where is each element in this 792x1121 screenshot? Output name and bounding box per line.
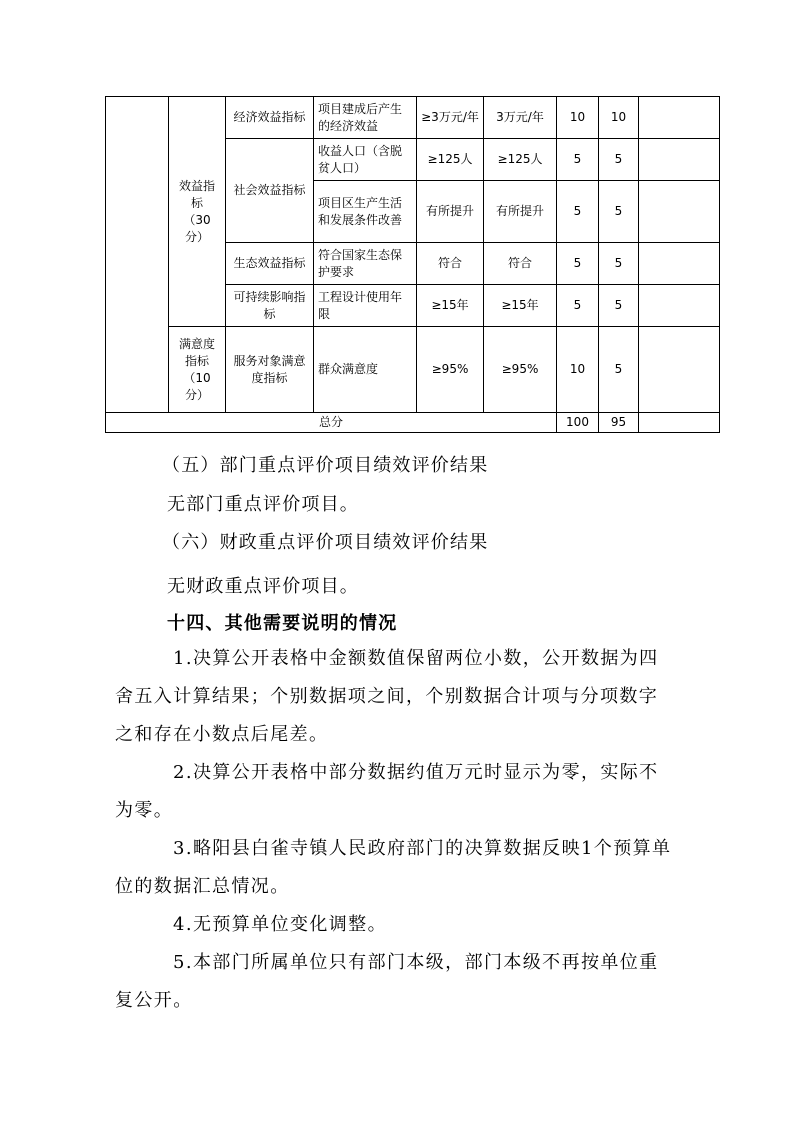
performance-indicator-table <box>105 96 720 433</box>
note-paragraph: 1.决算公开表格中金额数值保留两位小数，公开数据为四舍五入计算结果；个别数据项之间，个别数据合计项与分项数字之和存在小数点后尾差。 <box>115 648 659 745</box>
actual-cell: 符合 <box>484 243 557 285</box>
group-label-line: （30 <box>183 212 211 227</box>
note-cell <box>639 243 720 285</box>
section-5-title: （五）部门重点评价项目绩效评价结果 <box>162 455 489 476</box>
sub-indicator-cell: 经济效益指标 <box>226 97 314 139</box>
group-label-line: 指标 <box>184 353 209 368</box>
indicator-cell: 项目区生产生活和发展条件改善 <box>314 181 417 243</box>
weight-cell: 10 <box>557 327 599 413</box>
weight-cell: 5 <box>557 285 599 327</box>
group-label-line: 分） <box>184 229 209 244</box>
group-label-cell <box>169 327 226 413</box>
group-label-cell <box>169 97 226 327</box>
section-6-body: 无财政重点评价项目。 <box>167 576 359 597</box>
group-label-line: 分） <box>184 387 209 402</box>
target-cell: ≥15年 <box>417 285 484 327</box>
note-cell <box>639 97 720 139</box>
section-6-title: （六）财政重点评价项目绩效评价结果 <box>162 532 489 553</box>
blank-category-cell <box>106 97 169 413</box>
weight-cell: 10 <box>557 97 599 139</box>
note-cell <box>639 181 720 243</box>
score-cell: 5 <box>599 327 639 413</box>
actual-cell: ≥125人 <box>484 139 557 181</box>
sub-indicator-cell: 社会效益指标 <box>226 139 314 243</box>
total-note-cell <box>639 413 720 433</box>
indicator-cell: 群众满意度 <box>314 327 417 413</box>
indicator-cell: 收益人口（含脱贫人口） <box>314 139 417 181</box>
target-cell: 符合 <box>417 243 484 285</box>
sub-indicator-cell: 生态效益指标 <box>226 243 314 285</box>
weight-cell: 5 <box>557 181 599 243</box>
total-score: 95 <box>599 413 639 433</box>
target-cell: ≥125人 <box>417 139 484 181</box>
note-paragraph: 5.本部门所属单位只有部门本级，部门本级不再按单位重复公开。 <box>115 952 659 1011</box>
target-cell: ≥95% <box>417 327 484 413</box>
total-weight: 100 <box>557 413 599 433</box>
score-cell: 5 <box>599 243 639 285</box>
weight-cell: 5 <box>557 243 599 285</box>
indicator-cell: 项目建成后产生的经济效益 <box>314 97 417 139</box>
note-paragraph: 2.决算公开表格中部分数据约值万元时显示为零，实际不为零。 <box>115 762 659 821</box>
group-label-line: （10 <box>183 370 211 385</box>
section-14-title: 十四、其他需要说明的情况 <box>167 613 398 634</box>
score-cell: 5 <box>599 181 639 243</box>
table-row <box>106 97 720 139</box>
sub-indicator-cell: 可持续影响指标 <box>226 285 314 327</box>
score-cell: 10 <box>599 97 639 139</box>
section-5-body: 无部门重点评价项目。 <box>167 494 359 515</box>
actual-cell: ≥95% <box>484 327 557 413</box>
note-cell <box>639 327 720 413</box>
note-paragraph: 3.略阳县白雀寺镇人民政府部门的决算数据反映1个预算单位的数据汇总情况。 <box>115 838 672 897</box>
sub-indicator-cell: 服务对象满意度指标 <box>226 327 314 413</box>
actual-cell: ≥15年 <box>484 285 557 327</box>
actual-cell: 3万元/年 <box>484 97 557 139</box>
note-cell <box>639 285 720 327</box>
weight-cell: 5 <box>557 139 599 181</box>
note-cell <box>639 139 720 181</box>
target-cell: 有所提升 <box>417 181 484 243</box>
total-row <box>106 413 720 433</box>
score-cell: 5 <box>599 139 639 181</box>
indicator-cell: 工程设计使用年限 <box>314 285 417 327</box>
total-label: 总分 <box>106 413 557 433</box>
group-label-line: 标 <box>190 195 203 210</box>
group-label-line: 满意度 <box>178 336 215 351</box>
group-label-line: 效益指 <box>178 178 215 193</box>
note-paragraph: 4.无预算单位变化调整。 <box>173 914 387 935</box>
actual-cell: 有所提升 <box>484 181 557 243</box>
target-cell: ≥3万元/年 <box>417 97 484 139</box>
score-cell: 5 <box>599 285 639 327</box>
table-row <box>106 327 720 413</box>
indicator-cell: 符合国家生态保护要求 <box>314 243 417 285</box>
